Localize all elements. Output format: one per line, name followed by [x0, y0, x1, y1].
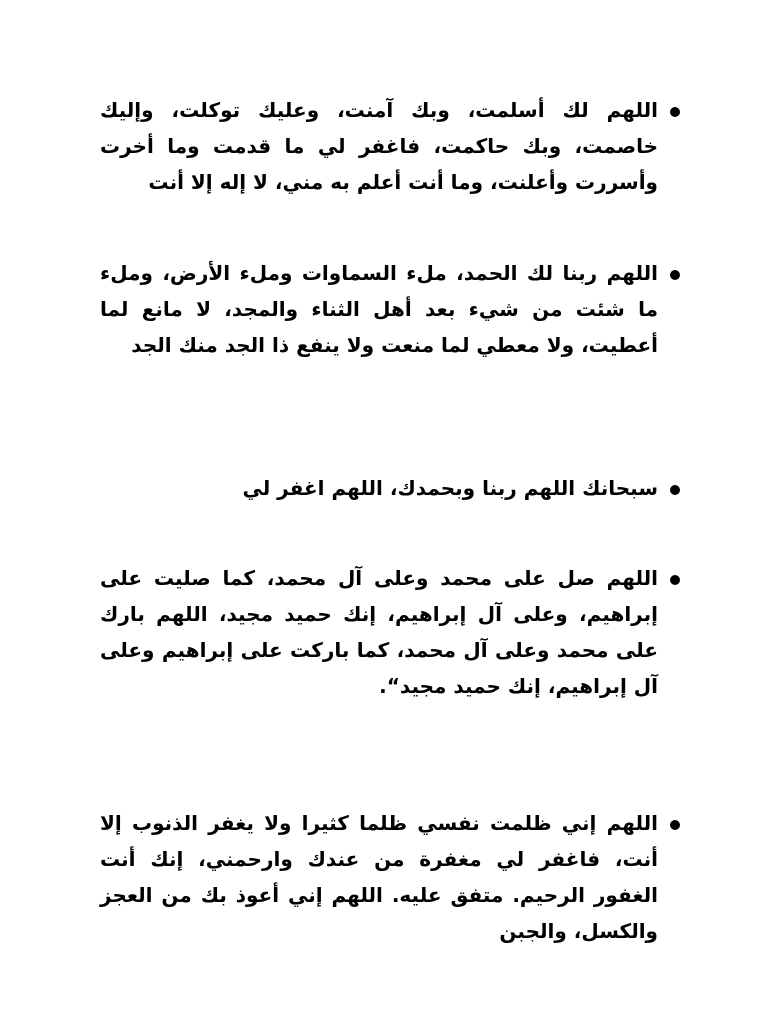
bullet-icon [670, 820, 680, 830]
list-item [100, 560, 658, 704]
list-item-text: اللهم لك أسلمت، وبك آمنت، وعليك توكلت، وإليك خاصمت، وبك حاكمت، فاغفر لي ما قدمت وما أخرت وأسررت وأعلنت، وما أنت أعلم به مني، لا إله إلا أنت [100, 98, 658, 194]
bullet-icon [670, 107, 680, 117]
list-item [100, 805, 658, 949]
list-item-text: سبحانك اللهم ربنا وبحمدك، اللهم اغفر لي [242, 476, 658, 500]
bullet-icon [670, 485, 680, 495]
list-item-text: اللهم ربنا لك الحمد، ملء السماوات وملء الأرض، وملء ما شئت من شيء بعد أهل الثناء والمجد، لا مانع لما أعطيت، ولا معطي لما منعت ولا ينفع ذا الجد منك الجد [100, 261, 658, 357]
bullet-icon [670, 270, 680, 280]
list-item [100, 92, 658, 200]
list-item-text: اللهم صل على محمد وعلى آل محمد، كما صليت على إبراهيم، وعلى آل إبراهيم، إنك حميد مجيد، اللهم بارك على محمد وعلى آل محمد، كما باركت على إبراهيم وعلى آل إبراهيم، إنك حميد مجيد“. [100, 566, 658, 698]
bullet-icon [670, 575, 680, 585]
list-item [100, 255, 658, 363]
list-item-text: اللهم إني ظلمت نفسي ظلما كثيرا ولا يغفر الذنوب إلا أنت، فاغفر لي مغفرة من عندك وارحمني، إنك أنت الغفور الرحيم. متفق عليه. اللهم إني أعوذ بك من العجز والكسل، والجبن [100, 811, 658, 943]
list-item [100, 470, 658, 506]
